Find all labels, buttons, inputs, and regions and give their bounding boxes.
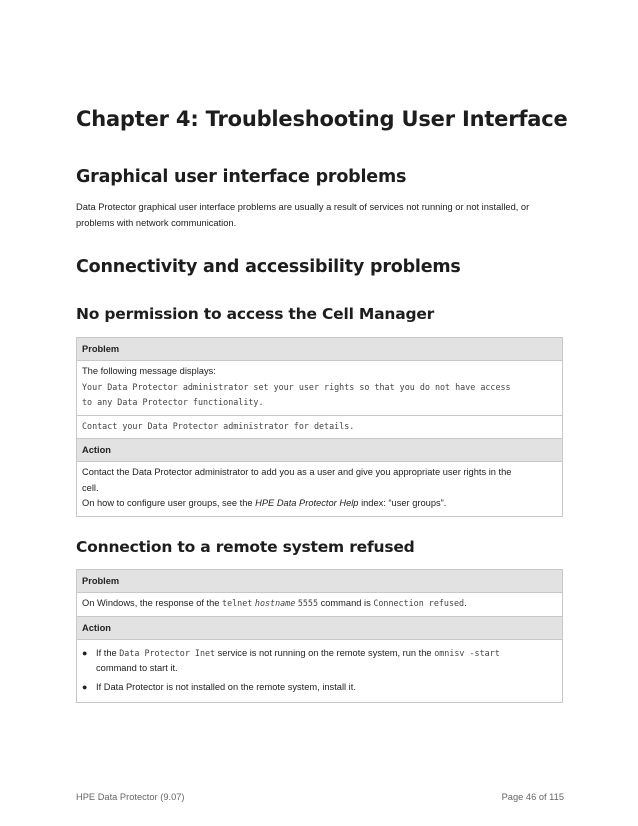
hostname-code: hostname (254, 598, 296, 608)
bullet-line2: command to start it. (96, 663, 178, 673)
no-permission-table (76, 337, 563, 517)
intro-paragraph (76, 200, 566, 231)
action-help-suffix: index: “user groups”. (358, 498, 447, 508)
bullet-text: If Data Protector is not installed on the remote system, install it. (96, 681, 356, 692)
subsection-heading-connection-refused: Connection to a remote system refused (76, 538, 415, 556)
message-code-line: Contact your Data Protector administrator for details. (82, 420, 355, 431)
problem-mid: command is (318, 598, 374, 608)
bullet-icon: ● (82, 681, 88, 692)
action-cell (77, 640, 562, 703)
connection-refused-table (76, 569, 563, 703)
bullet-mid: service is not running on the remote system, run the (215, 647, 435, 658)
footer-page-number: Page 46 of 115 (501, 792, 564, 802)
action-help-reference (82, 496, 557, 512)
problem-cell (77, 361, 562, 416)
problem-label: Problem (77, 338, 562, 361)
message-code-line: to any Data Protector functionality. (82, 397, 264, 407)
telnet-code: telnet (222, 598, 253, 608)
bullet-text (96, 646, 557, 677)
bullet-item (82, 646, 557, 677)
port-code: 5555 (297, 598, 319, 608)
problem-cell (77, 593, 562, 617)
problem-cell-2 (77, 416, 562, 440)
section-heading-gui-problems: Graphical user interface problems (76, 167, 407, 187)
intro-line: problems with network communication. (76, 217, 237, 228)
chapter-title: Chapter 4: Troubleshooting User Interface (76, 107, 568, 131)
action-text: Contact the Data Protector administrator to add you as a user and give you appropriate user rights in the (82, 467, 512, 477)
service-code: Data Protector Inet (119, 647, 216, 658)
problem-end: . (464, 598, 467, 608)
problem-label: Problem (77, 570, 562, 593)
help-title: HPE Data Protector Help (255, 498, 359, 508)
action-label: Action (77, 617, 562, 640)
bullet-icon: ● (82, 647, 88, 658)
footer-product: HPE Data Protector (9.07) (76, 792, 185, 802)
section-heading-connectivity: Connectivity and accessibility problems (76, 257, 461, 277)
connection-refused-code: Connection refused (373, 598, 465, 608)
problem-prefix: On Windows, the response of the (82, 598, 223, 608)
omnisv-code: omnisv -start (434, 647, 500, 658)
bullet-prefix: If the (96, 647, 120, 658)
problem-text: The following message displays: (82, 366, 216, 376)
subsection-heading-no-permission: No permission to access the Cell Manager (76, 305, 435, 323)
action-label: Action (77, 439, 562, 462)
bullet-item (82, 680, 557, 696)
intro-line: Data Protector graphical user interface problems are usually a result of services not running or not installed, or (76, 202, 530, 212)
message-code-line: Your Data Protector administrator set your user rights so that you do not have access (82, 381, 511, 392)
action-text: cell. (82, 482, 99, 493)
action-cell (77, 462, 562, 516)
action-help-prefix: On how to configure user groups, see the (82, 498, 256, 508)
